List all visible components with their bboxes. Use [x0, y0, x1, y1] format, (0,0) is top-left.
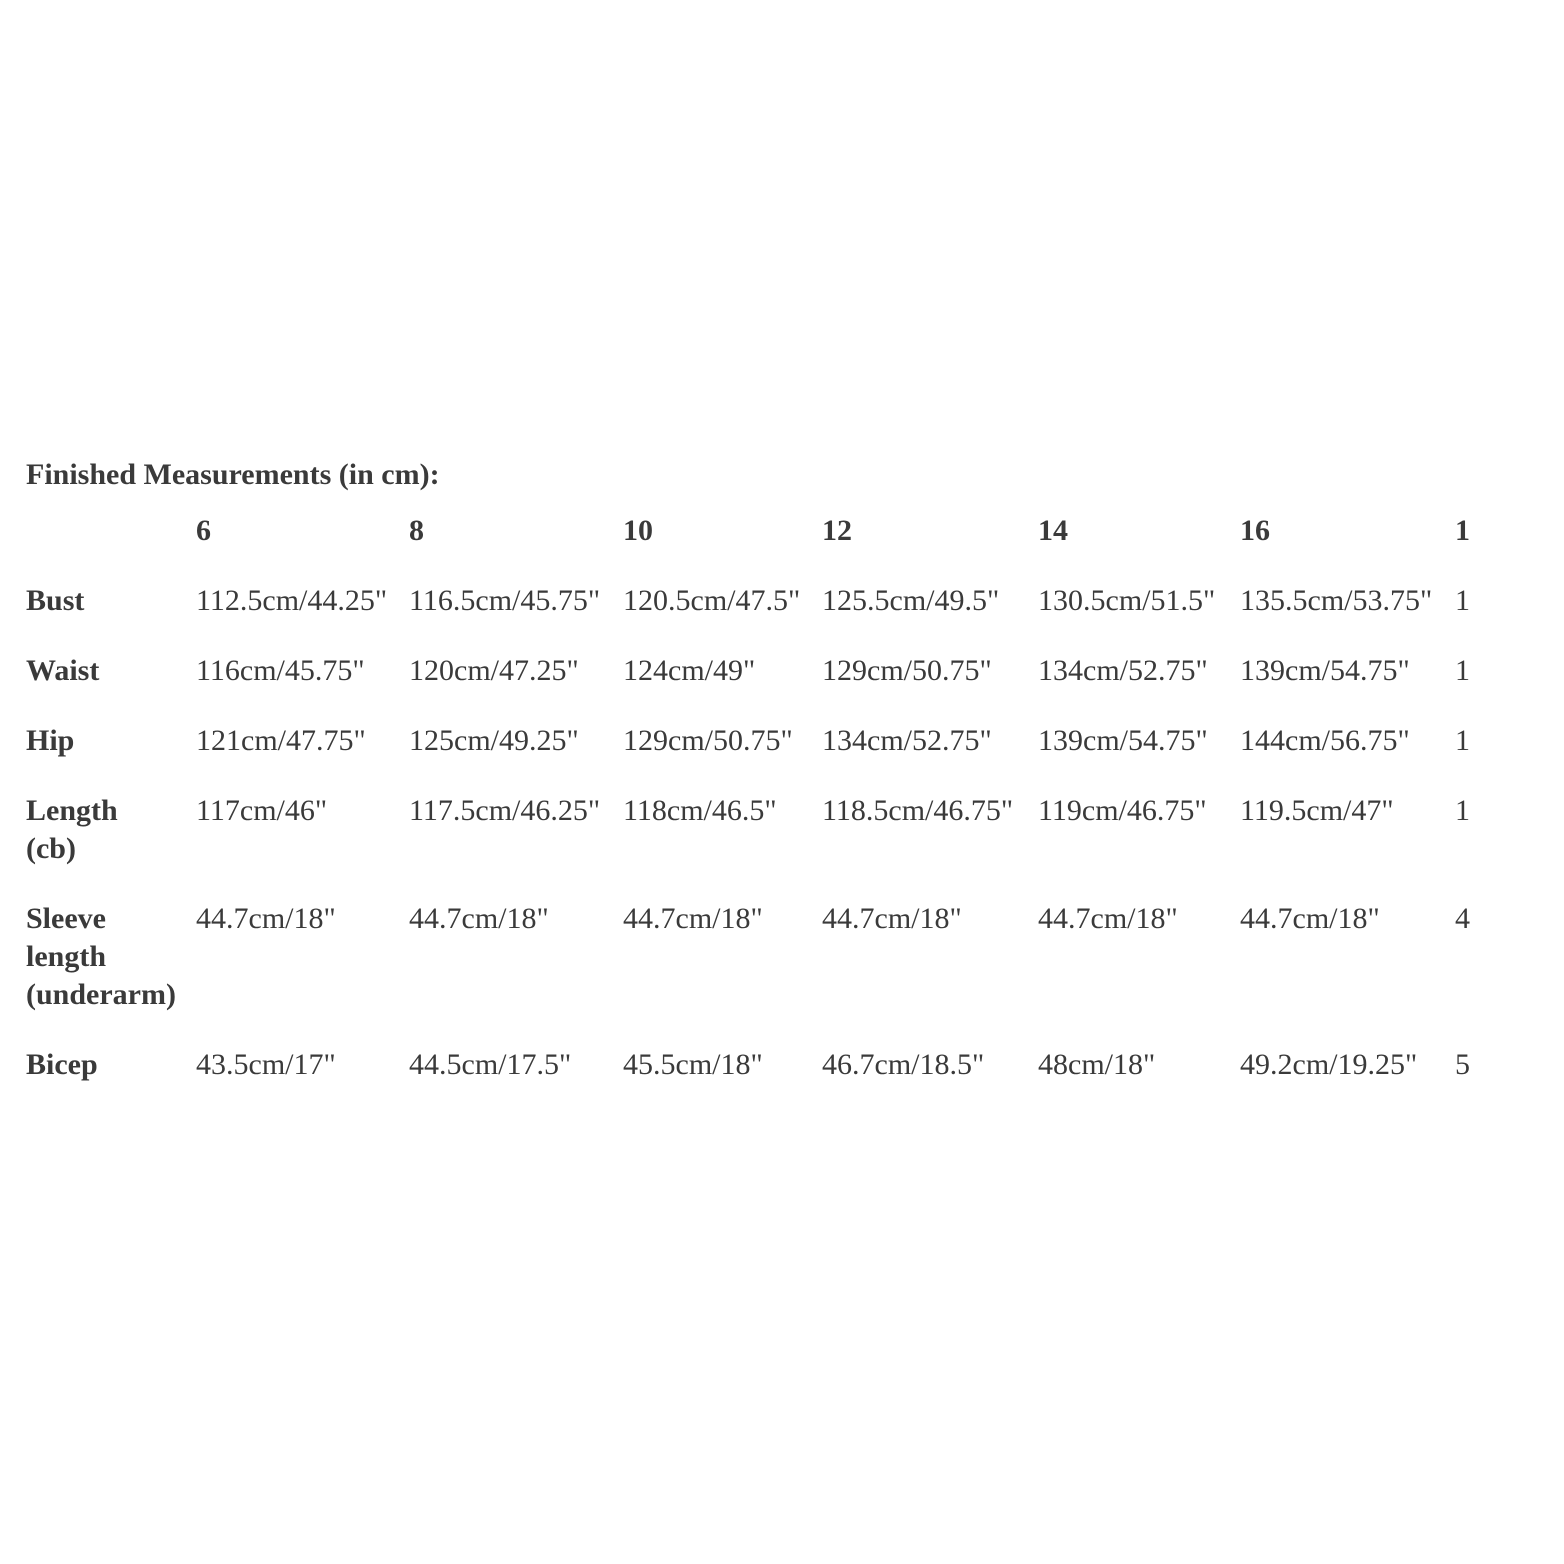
row-label-line: Bust [26, 584, 85, 617]
table-cell: 44.7cm/18" [409, 902, 549, 935]
table-cell: 44.5cm/17.5" [409, 1048, 572, 1081]
table-cell: 121cm/47.75" [196, 724, 366, 757]
row-label-waist [26, 652, 196, 722]
table-cell: 139cm/54.75" [1240, 654, 1410, 687]
table-cell: 124cm/49" [623, 654, 756, 687]
table-cell: 130.5cm/51.5" [1038, 584, 1216, 617]
table-cell-cutoff: 4 [1455, 902, 1470, 935]
table-row-hip [26, 722, 1535, 792]
table-cell: 129cm/50.75" [623, 724, 793, 757]
table-cell: 129cm/50.75" [822, 654, 992, 687]
row-label-line: length [26, 940, 107, 973]
table-cell: 118cm/46.5" [623, 794, 777, 827]
table-cell: 48cm/18" [1038, 1048, 1156, 1081]
row-label-bicep [26, 1046, 196, 1116]
table-cell: 118.5cm/46.75" [822, 794, 1014, 827]
row-label-line: (cb) [26, 832, 76, 865]
row-label-line: Sleeve [26, 902, 106, 935]
column-header-16: 16 [1240, 514, 1270, 547]
measurements-table [26, 512, 1535, 1116]
table-cell: 44.7cm/18" [1038, 902, 1178, 935]
table-cell: 116cm/45.75" [196, 654, 365, 687]
table-cell: 117.5cm/46.25" [409, 794, 601, 827]
table-cell-cutoff: 1 [1455, 724, 1470, 757]
table-cell: 44.7cm/18" [623, 902, 763, 935]
table-cell: 44.7cm/18" [1240, 902, 1380, 935]
table-row-bicep [26, 1046, 1535, 1116]
table-cell: 144cm/56.75" [1240, 724, 1410, 757]
table-cell: 117cm/46" [196, 794, 328, 827]
column-header-12: 12 [822, 514, 852, 547]
row-label-bust [26, 582, 196, 652]
table-cell: 134cm/52.75" [1038, 654, 1208, 687]
table-cell-cutoff: 1 [1455, 584, 1470, 617]
row-label-line: (underarm) [26, 978, 176, 1011]
row-label-sleeve-length [26, 900, 196, 1046]
header-row [26, 512, 1535, 582]
row-label-length-cb [26, 792, 196, 900]
section-title: Finished Measurements (in cm): [26, 458, 440, 491]
table-cell: 44.7cm/18" [822, 902, 962, 935]
column-header-8: 8 [409, 514, 424, 547]
table-row-length-cb [26, 792, 1535, 900]
table-cell: 139cm/54.75" [1038, 724, 1208, 757]
header-spacer [26, 512, 196, 582]
table-cell: 44.7cm/18" [196, 902, 336, 935]
table-row-waist [26, 652, 1535, 722]
table-cell: 134cm/52.75" [822, 724, 992, 757]
column-header-10: 10 [623, 514, 653, 547]
row-label-hip [26, 722, 196, 792]
table-cell: 46.7cm/18.5" [822, 1048, 985, 1081]
table-row-sleeve-length [26, 900, 1535, 1046]
table-cell: 116.5cm/45.75" [409, 584, 601, 617]
table-cell: 135.5cm/53.75" [1240, 584, 1433, 617]
column-header-18-cutoff: 1 [1455, 514, 1470, 547]
column-header-14: 14 [1038, 514, 1068, 547]
table-cell: 125cm/49.25" [409, 724, 579, 757]
table-cell: 43.5cm/17" [196, 1048, 336, 1081]
row-label-line: Waist [26, 654, 100, 687]
table-cell-cutoff: 5 [1455, 1048, 1470, 1081]
table-cell: 125.5cm/49.5" [822, 584, 1000, 617]
table-cell: 119.5cm/47" [1240, 794, 1394, 827]
table-cell: 49.2cm/19.25" [1240, 1048, 1418, 1081]
table-cell: 112.5cm/44.25" [196, 584, 388, 617]
table-cell-cutoff: 1 [1455, 654, 1470, 687]
table-cell: 120cm/47.25" [409, 654, 579, 687]
row-label-line: Hip [26, 724, 75, 757]
table-cell: 119cm/46.75" [1038, 794, 1207, 827]
column-header-6: 6 [196, 514, 211, 547]
row-label-line: Bicep [26, 1048, 98, 1081]
row-label-line: Length [26, 794, 118, 827]
table-cell: 120.5cm/47.5" [623, 584, 801, 617]
table-row-bust [26, 582, 1535, 652]
table-cell-cutoff: 1 [1455, 794, 1470, 827]
table-cell: 45.5cm/18" [623, 1048, 763, 1081]
